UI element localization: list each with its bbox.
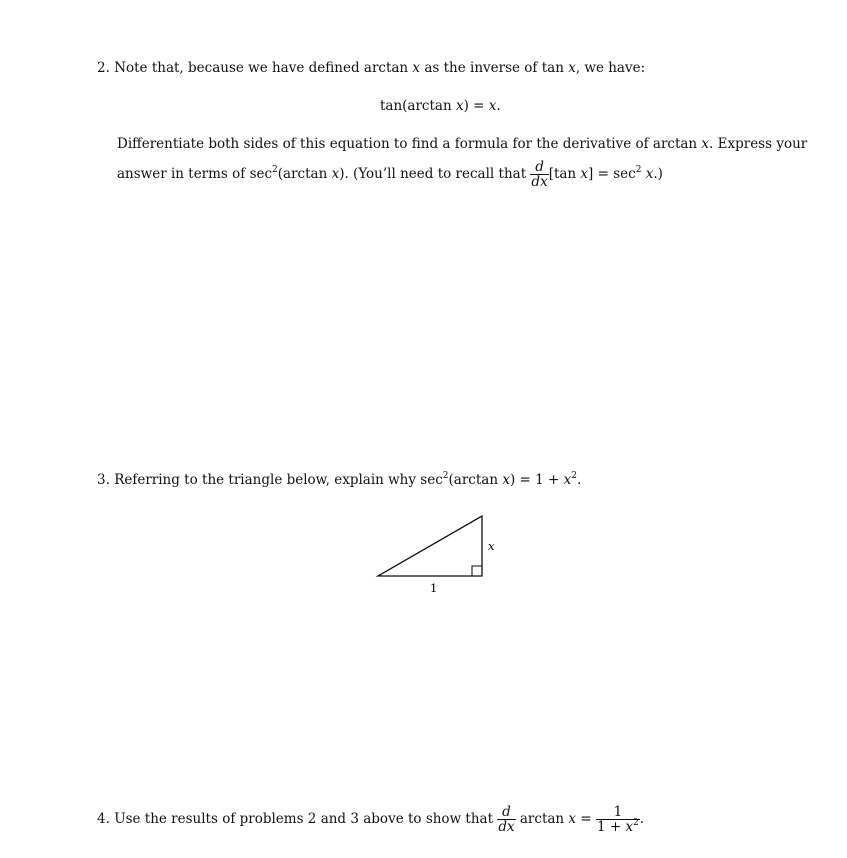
problem-4-text: 4. Use the results of problems 2 and 3 above to show that $\frac{d}{dx}$ arctan x = $\frac{1}{1 + x^2}$ . bbox=[97, 804, 645, 836]
problem-3-text: 3. Referring to the triangle below, explain why $\sec^2(\arctan$ $x) = 1 + x^2$. bbox=[97, 471, 582, 488]
problem-number: 2. bbox=[97, 60, 110, 76]
right-triangle-diagram bbox=[370, 508, 510, 598]
derivative-operator: $\frac{d}{dx}$ bbox=[498, 804, 515, 836]
triangle-outline bbox=[378, 516, 482, 576]
base-label-1: 1 bbox=[430, 581, 438, 595]
problem-number: 3. bbox=[97, 472, 110, 488]
problem-2-paragraph-line-1: Differentiate both sides of this equation to find a formula for the derivative of arctan x. Express your bbox=[117, 136, 808, 152]
right-angle-marker bbox=[472, 566, 482, 576]
problem-2-equation: tan(arctan x) = x. bbox=[380, 98, 501, 114]
problem-2-paragraph-line-2: answer in terms of $\sec^2(\arctan$ x). (You’ll need to recall that $\frac{d}{dx}$ [tan $x] = \sec^2 x$.) bbox=[117, 159, 663, 191]
problem-number: 4. bbox=[97, 811, 110, 828]
derivative-operator: $\frac{d}{dx}$ bbox=[531, 159, 548, 191]
side-label-x: x bbox=[488, 539, 495, 553]
problem-2-intro: 2. Note that, because we have defined arctan x as the inverse of tan x, we have: bbox=[97, 60, 646, 76]
result-fraction: $\frac{1}{1 + x^2}$ bbox=[596, 804, 639, 836]
